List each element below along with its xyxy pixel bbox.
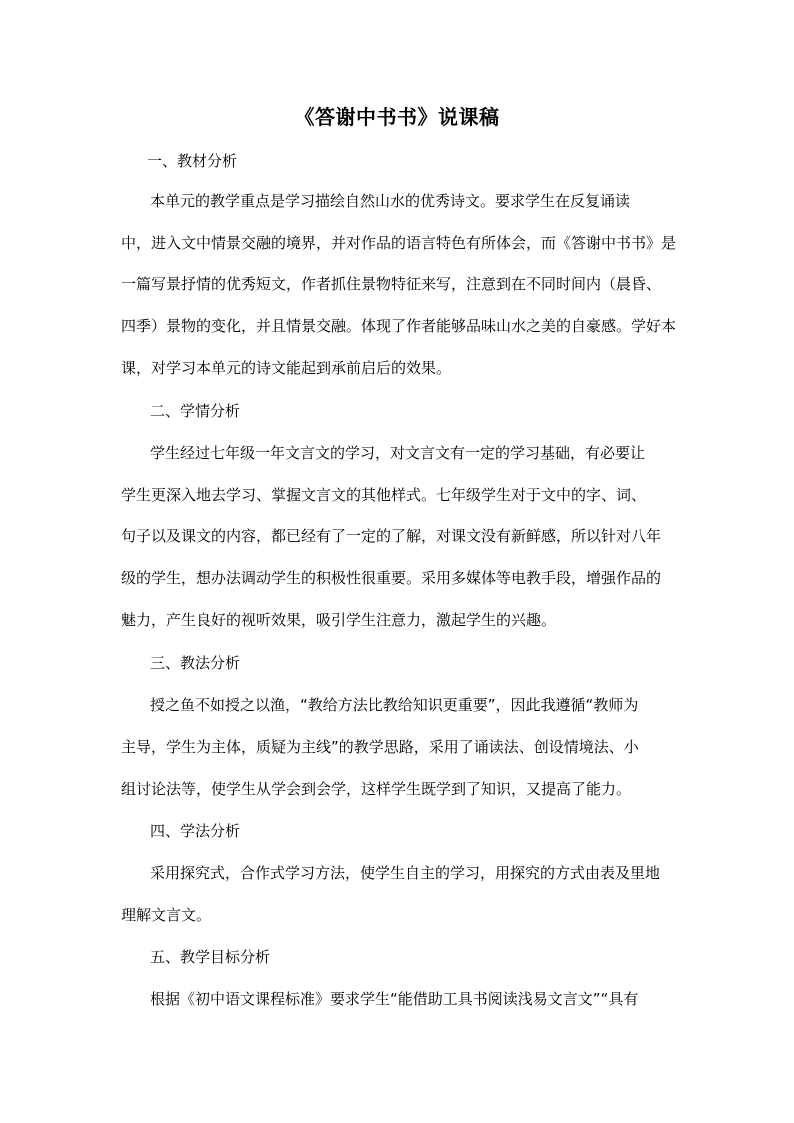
paragraph-line: 授之鱼不如授之以渔，“教给方法比教给知识更重要”，因此我遵循“教师为	[150, 696, 639, 714]
paragraph-line: 句子以及课文的内容，都已经有了一定的了解，对课文没有新鲜感，所以针对八年	[121, 527, 662, 545]
paragraph-line: 魅力，产生良好的视听效果，吸引学生注意力，激起学生的兴趣。	[121, 611, 557, 629]
section-heading-learner-analysis: 二、学情分析	[150, 402, 241, 420]
paragraph-line: 理解文言文。	[121, 906, 212, 924]
paragraph-line: 根据《初中语文课程标准》要求学生“能借助工具书阅读浅易文言文”“具有	[150, 990, 639, 1008]
paragraph-line: 级的学生，想办法调动学生的积极性很重要。采用多媒体等电教手段，增强作品的	[121, 569, 662, 587]
section-heading-teaching-method: 三、教法分析	[150, 654, 241, 672]
paragraph-line: 一篇写景抒情的优秀短文，作者抓住景物特征来写，注意到在不同时间内（晨昏、	[121, 275, 662, 293]
page-title: 《答谢中书书》说课稿	[294, 105, 500, 129]
paragraph-line: 课，对学习本单元的诗文能起到承前启后的效果。	[121, 359, 452, 377]
section-heading-teaching-material: 一、教材分析	[147, 152, 238, 170]
section-heading-teaching-objectives: 五、教学目标分析	[150, 948, 271, 966]
paragraph-line: 主导，学生为主体，质疑为主线”的教学思路，采用了诵读法、创设情境法、小	[121, 738, 639, 756]
paragraph-line: 中，进入文中情景交融的境界，并对作品的语言特色有所体会，而《答谢中书书》是	[121, 234, 677, 252]
paragraph-line: 本单元的教学重点是学习描绘自然山水的优秀诗文。要求学生在反复诵读	[150, 192, 631, 210]
paragraph-line: 学生经过七年级一年文言文的学习，对文言文有一定的学习基础，有必要让	[150, 444, 646, 462]
paragraph-line: 学生更深入地去学习、掌握文言文的其他样式。七年级学生对于文中的字、词、	[121, 486, 647, 504]
section-heading-learning-method: 四、学法分析	[150, 822, 241, 840]
paragraph-line: 组讨论法等，使学生从学会到会学，这样学生既学到了知识，又提高了能力。	[121, 780, 632, 798]
paragraph-line: 四季）景物的变化，并且情景交融。体现了作者能够品味山水之美的自豪感。学好本	[121, 317, 677, 335]
paragraph-line: 采用探究式，合作式学习方法，使学生自主的学习，用探究的方式由表及里地	[150, 864, 661, 882]
